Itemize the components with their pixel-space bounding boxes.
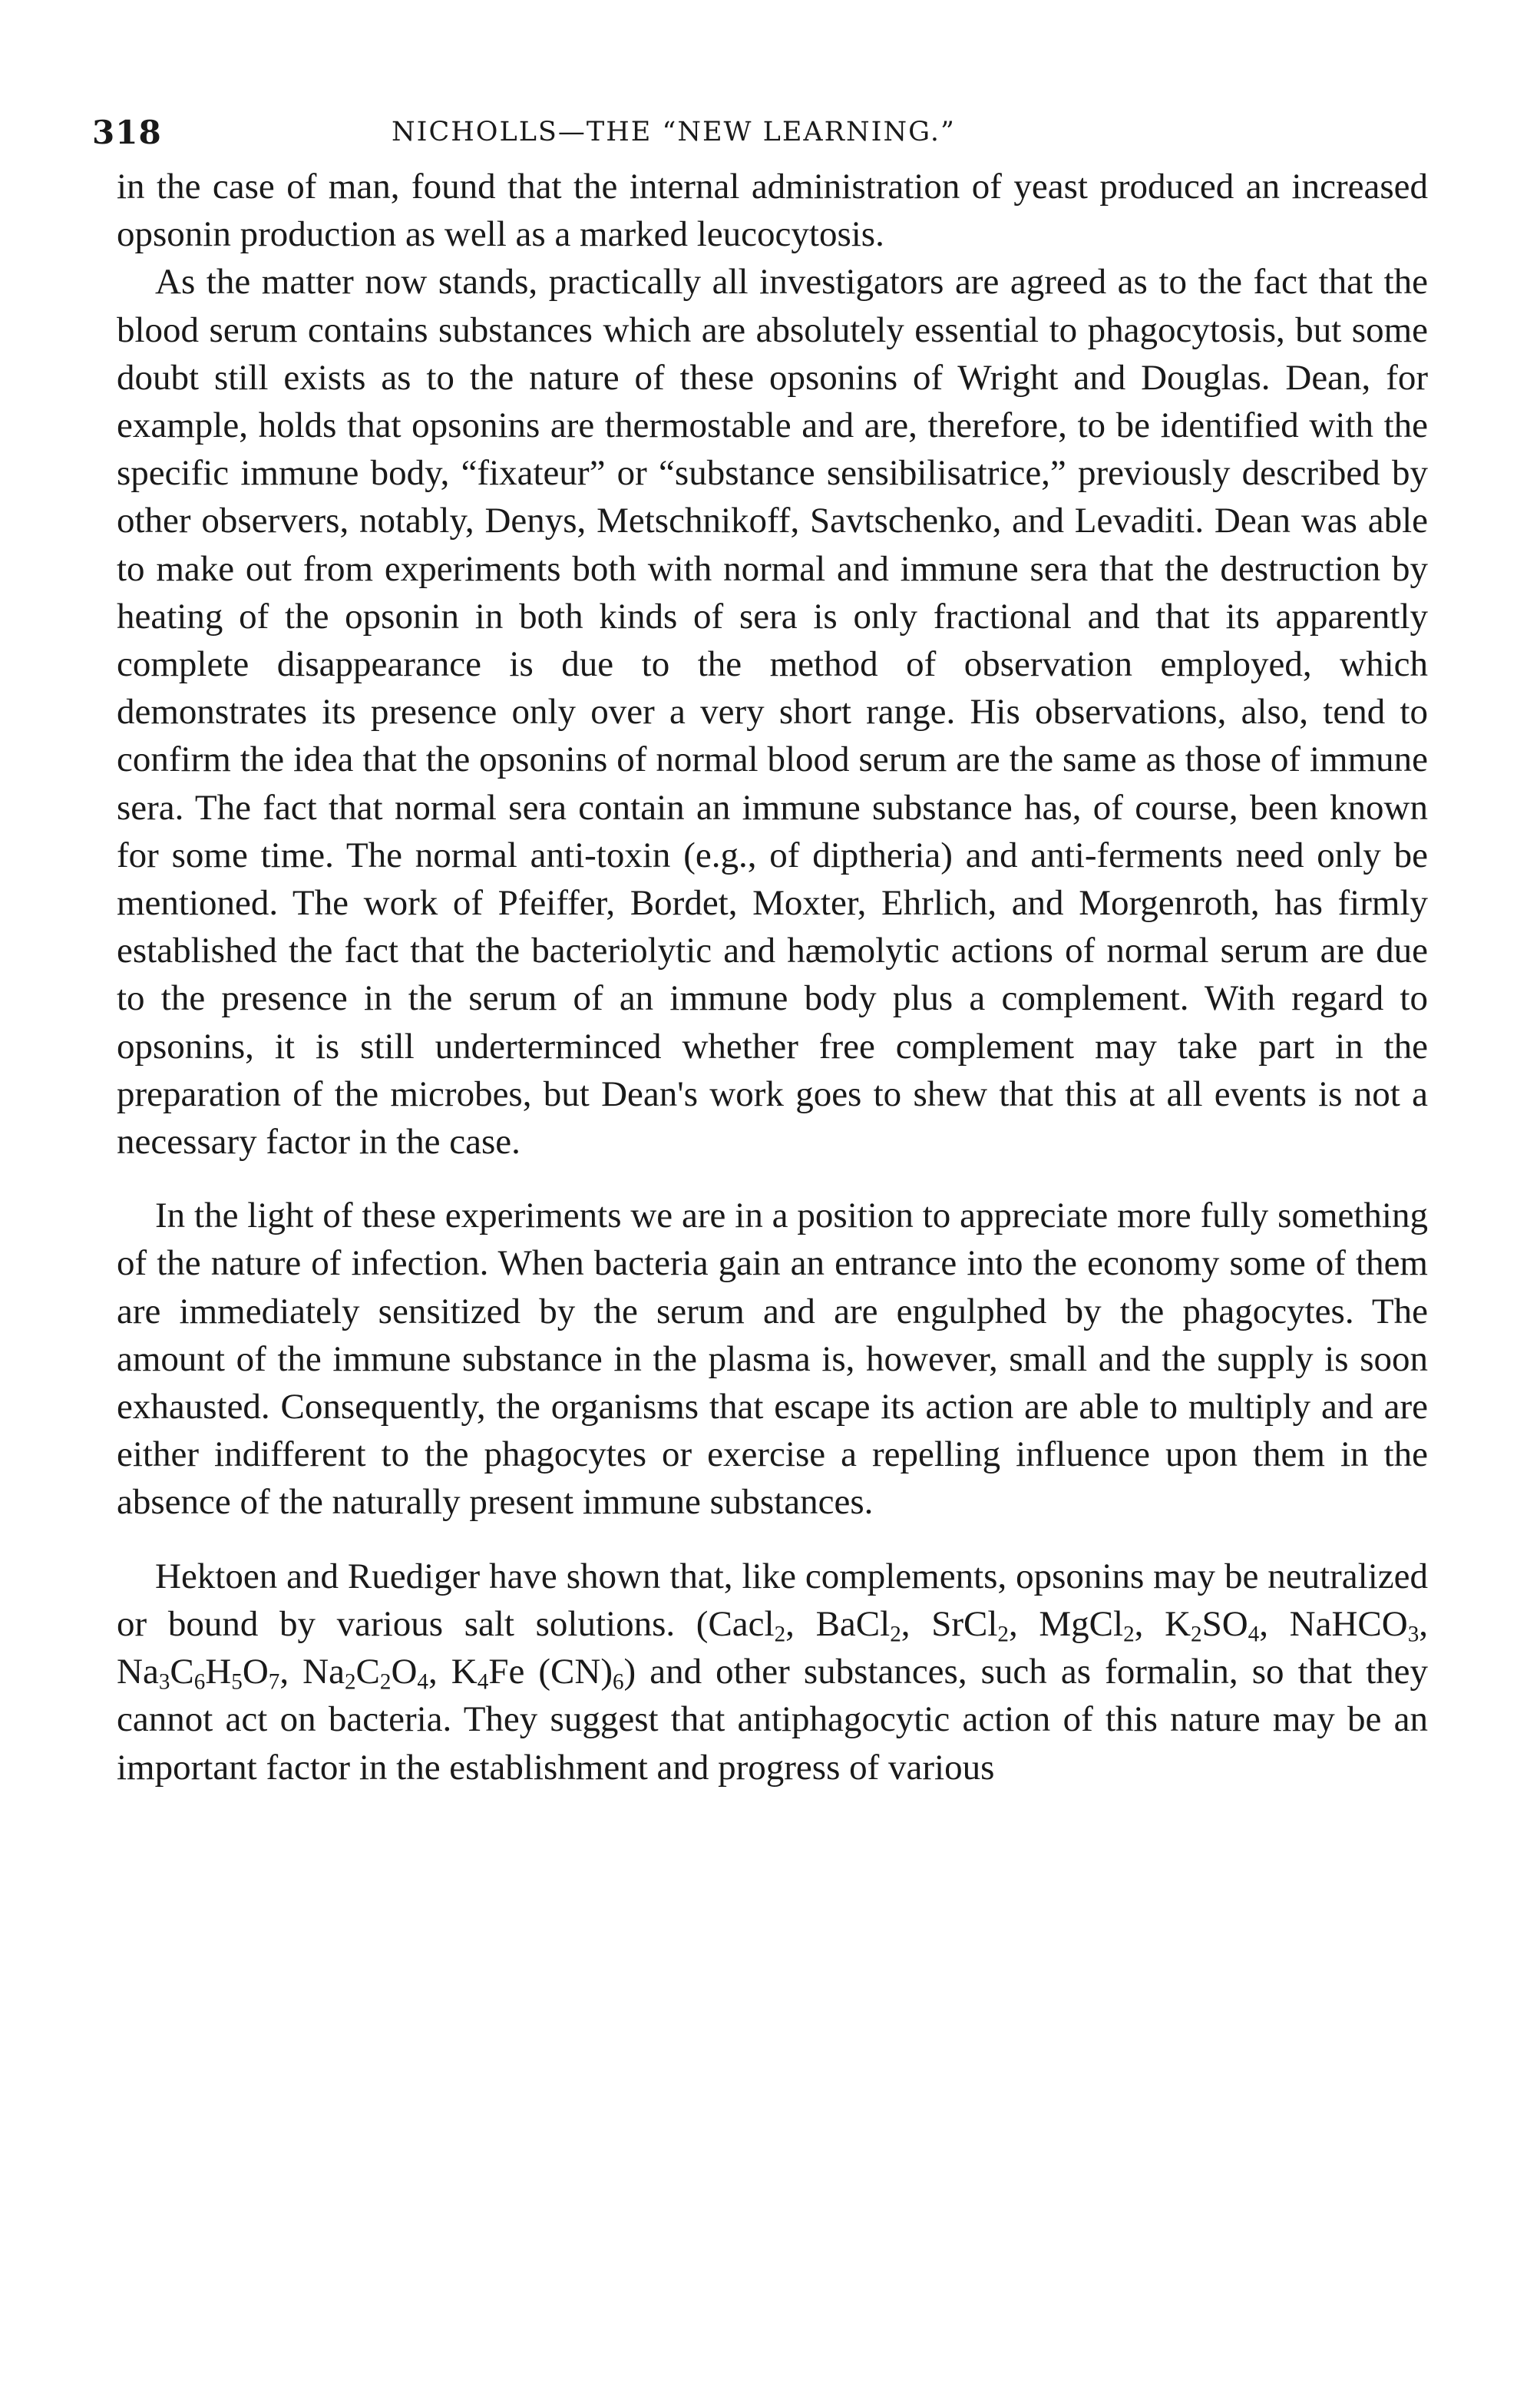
salt-formula: NaHCO$_3$ [1289,1603,1420,1647]
salt-formula: $Na_3C_6H_5O_7$ [117,1652,280,1695]
salt-formula: $Na_2C_2O_4$ [302,1652,428,1695]
salt-formula-list: Cacl$_2$, BaCl$_2$, SrCl$_2$, MgCl$_2$, $K_2SO_4$, NaHCO$_3$, $Na_3C_6H_5O_7$, $Na_2C_2O_4$, $K_4Fe$ $(CN)_6$ [117,1603,1429,1695]
salt-paragraph-outro: ) and other substances, such as formalin, so that they cannot act on bacteria. They suggest that antiphagocytic action of this nature may be an important factor in the establishment and progress of various [117,1652,1429,1788]
salt-formula: $K_2SO_4$ [1165,1603,1260,1647]
salt-formula: Cacl$_2$ [708,1603,786,1647]
paragraph-opsonins-nature: As the matter now stands, practically all investigators are agreed as to the fact that the blood serum contains substances which are absolutely essential to phagocytosis, but some doubt still exists as to the nature of these opsonins of Wright and Douglas. Dean, for example, holds that opsonins are thermostable and are, therefore, to be identified with the specific immune body, “fixateur” or “substance sensibilisatrice,” previously described by other observers, notably, Denys, Metschnikoff, Savtschenko, and Levaditi. Dean was able to make out from experiments both with normal and immune sera that the destruction by heating of the opsonin in both kinds of sera is only fractional and that its apparently complete disappearance is due to the method of observation employed, which demonstrates its presence only over a very short range. His observations, also, tend to confirm the idea that the opsonins of normal blood serum are the same as those of immune sera. The fact that normal sera contain an immune substance has, of course, been known for some time. The normal anti-toxin (e.g., of diptheria) and anti-ferments need only be mentioned. The work of Pfeiffer, Bordet, Moxter, Ehrlich, and Morgenroth, has firmly established the fact that the bacteriolytic and hæmolytic actions of normal serum are due to the presence in the serum of an immune body plus a complement. With regard to opsonins, it is still underterminced whether free complement may take part in the preparation of the microbes, but Dean's work goes to shew that this at all events is not a necessary factor in the case. [117,262,1428,1163]
salt-formula: BaCl$_2$ [815,1603,901,1647]
salt-formula: SrCl$_2$ [931,1603,1009,1647]
page-number: 318 [92,114,162,151]
salt-paragraph-intro: Hektoen and Ruediger have shown that, like complements, opsonins may be neutralized or bound by various salt solutions. ( [117,1556,1428,1644]
salt-formula: MgCl$_2$ [1039,1603,1135,1647]
salt-formula: $K_4Fe$ $(CN)_6$ [451,1652,624,1695]
running-head [92,114,1432,160]
paragraph-infection: In the light of these experiments we are in a position to appreciate more fully something of the nature of infection. When bacteria gain an entrance into the economy some of them are immediately sensitized by the serum and are engulphed by the phagocytes. The amount of the immune substance in the plasma is, however, small and the supply is soon exhausted. Consequently, the organisms that escape its action are able to multiply and are either indifferent to the phagocytes or exercise a repelling influence upon them in the absence of the naturally present immune substances. [117,1196,1428,1523]
running-head-title: NICHOLLS—THE “NEW LEARNING.” [392,117,956,147]
paragraph-salt-solutions [117,1553,1428,1791]
body-text [117,163,1428,1791]
paragraph-continuation: in the case of man, found that the internal administration of yeast produced an increased opsonin production as well as a marked leucocytosis. [117,167,1428,255]
